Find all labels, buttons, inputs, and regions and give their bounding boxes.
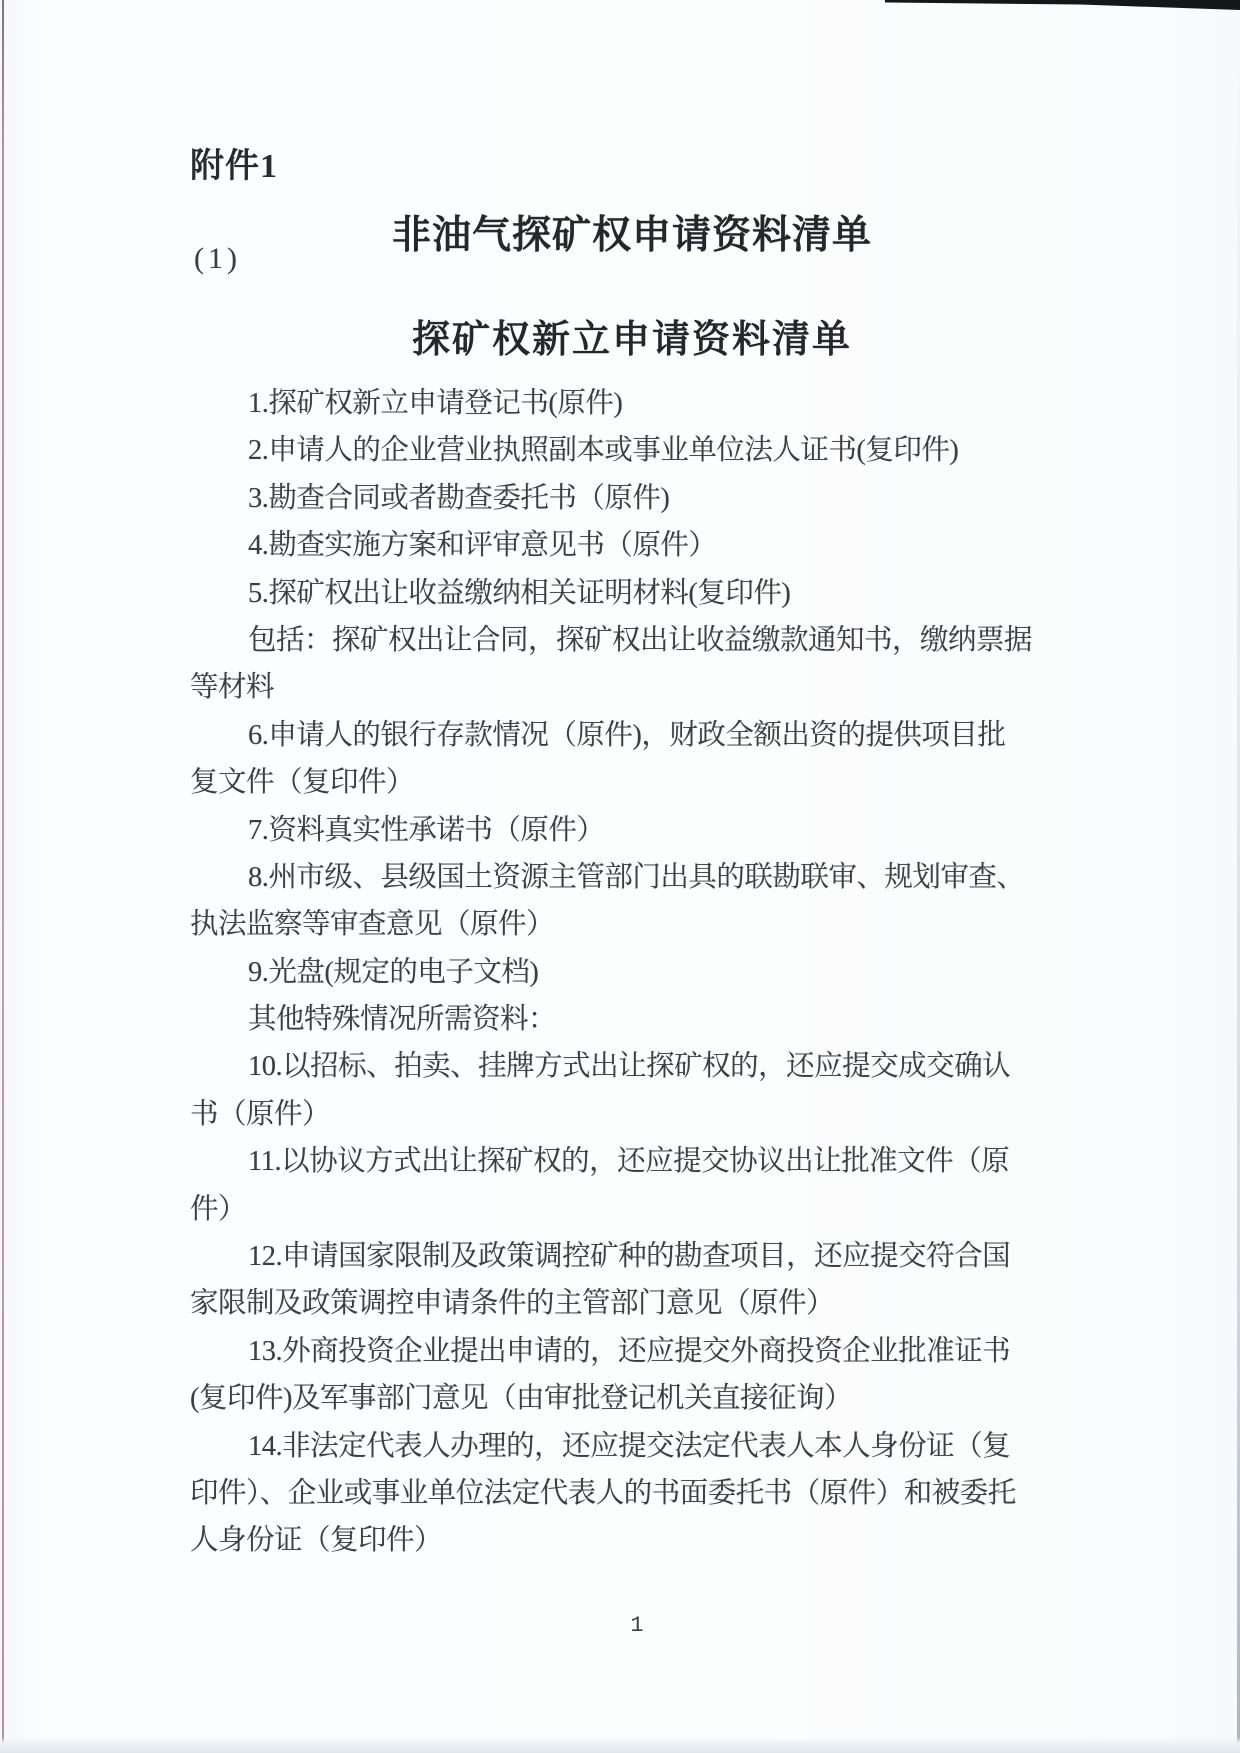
scan-artifact-top-edge: [885, 0, 1240, 10]
document-line: 8.州市级、县级国土资源主管部门出具的联勘联审、规划审查、: [248, 861, 1025, 893]
page-number: 1: [630, 1613, 644, 1638]
document-line: 执法监察等审查意见（原件）: [190, 909, 555, 941]
document-line: 12.申请国家限制及政策调控矿种的勘查项目，还应提交符合国: [248, 1241, 1011, 1273]
document-line: (复印件)及军事部门意见（由审批登记机关直接征询）: [190, 1383, 852, 1415]
document-line: 3.勘查合同或者勘查委托书（原件): [248, 482, 670, 514]
document-line: 复文件（复印件）: [190, 767, 415, 799]
document-line: 5.探矿权出让收益缴纳相关证明材料(复印件): [248, 577, 791, 609]
document-line: 1.探矿权新立申请登记书(原件): [248, 388, 623, 419]
document-line: 印件）、企业或事业单位法定代表人的书面委托书（原件）和被委托: [190, 1477, 1016, 1509]
document-main-title: 非油气探矿权申请资料清单: [391, 214, 872, 257]
document-body: [190, 380, 1033, 1565]
document-line: 7.资料真实性承诺书（原件）: [248, 814, 605, 846]
document-line: 10.以招标、拍卖、挂牌方式出让探矿权的，还应提交成交确认: [248, 1051, 1011, 1083]
document-line: 书（原件）: [190, 1098, 331, 1130]
document-line: 等材料: [190, 672, 275, 704]
page-footer: [37, 1613, 1237, 1638]
document-line: 其他特殊情况所需资料：: [248, 1004, 557, 1036]
document-line: 13.外商投资企业提出申请的，还应提交外商投资企业批准证书: [248, 1335, 1011, 1367]
document-line: 件）: [190, 1193, 247, 1225]
section-title: 探矿权新立申请资料清单: [411, 319, 852, 361]
document-line: 4.勘查实施方案和评审意见书（原件）: [248, 530, 717, 562]
scan-artifact-bottom-band: [0, 1737, 1240, 1753]
document-line: 包括：探矿权出让合同，探矿权出让收益缴款通知书，缴纳票据: [248, 624, 1033, 656]
scan-artifact-left-edge: [2, 0, 4, 1753]
document-line: 家限制及政策调控申请条件的主管部门意见（原件）: [190, 1288, 835, 1320]
attachment-label: 附件1: [190, 148, 278, 185]
document-line: 9.光盘(规定的电子文档): [248, 956, 539, 988]
document-line: 人身份证（复印件）: [190, 1525, 443, 1557]
document-line: 2.申请人的企业营业执照副本或事业单位法人证书(复印件): [248, 435, 959, 467]
section-number: (1): [194, 242, 241, 275]
document-line: 6.申请人的银行存款情况（原件)，财政全额出资的提供项目批: [248, 719, 1006, 751]
document-line: 11.以协议方式出让探矿权的，还应提交协议出让批准文件（原: [248, 1146, 1010, 1178]
document-line: 14.非法定代表人办理的，还应提交法定代表人本人身份证（复: [248, 1430, 1011, 1462]
